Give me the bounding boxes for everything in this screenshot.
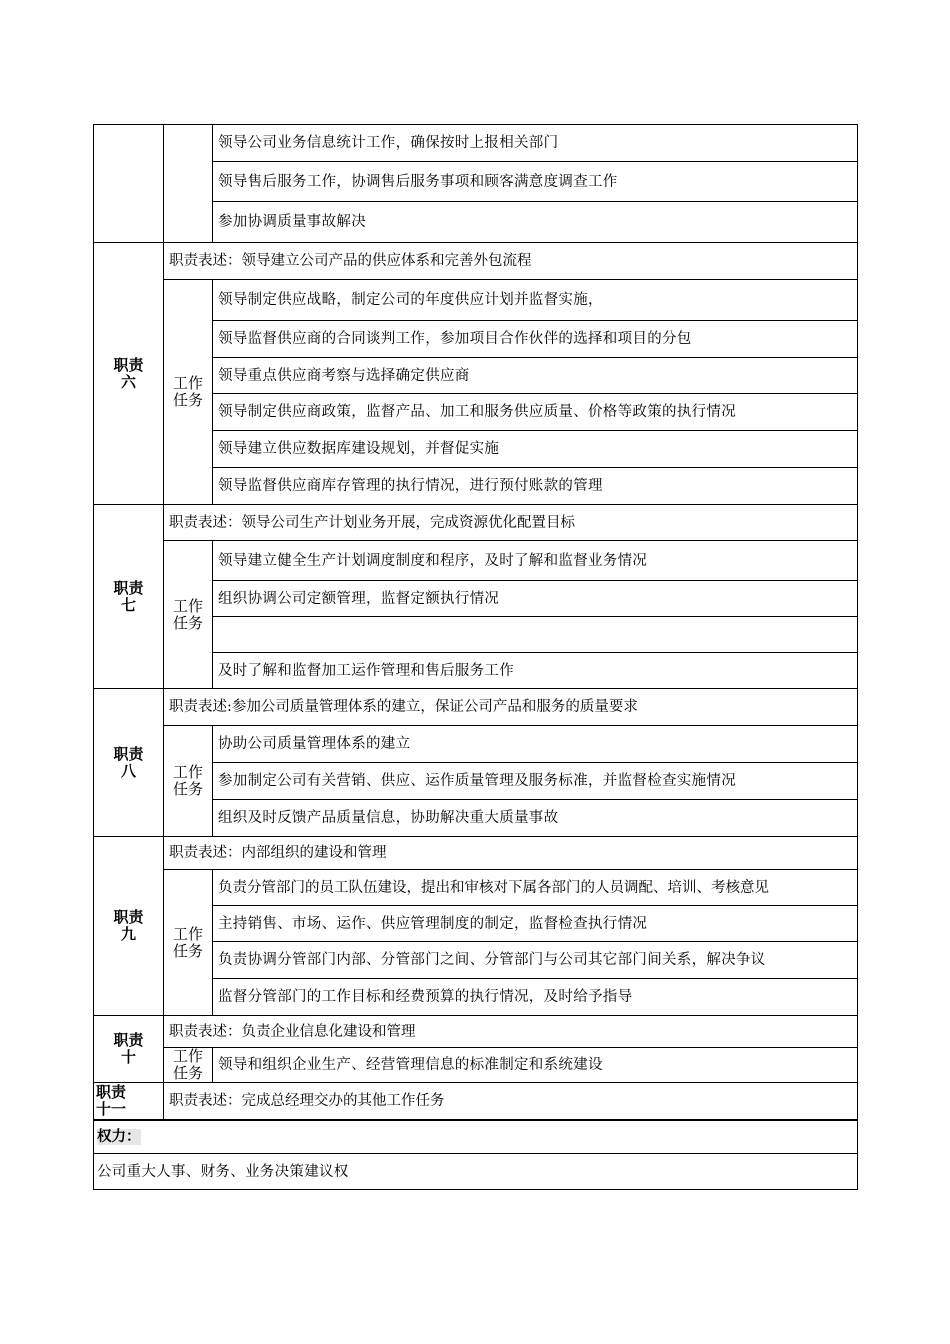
task-item: 领导售后服务工作，协调售后服务事项和顾客满意度调查工作 (213, 162, 858, 202)
task-item: 负责协调分管部门内部、分管部门之间、分管部门与公司其它部门间关系，解决争议 (213, 942, 858, 979)
work-task-label: 工作 任务 (164, 541, 213, 689)
task-item: 参加协调质量事故解决 (213, 202, 858, 243)
task-item: 领导建立健全生产计划调度制度和程序，及时了解和监督业务情况 (213, 541, 858, 581)
task-item: 参加制定公司有关营销、供应、运作质量管理及服务标准，并监督检查实施情况 (213, 763, 858, 800)
task-item: 领导建立供应数据库建设规划，并督促实施 (213, 431, 858, 468)
task-item: 领导制定供应战略，制定公司的年度供应计划并监督实施， (213, 280, 858, 321)
duty-description: 职责表述:参加公司质量管理体系的建立，保证公司产品和服务的质量要求 (164, 689, 858, 726)
task-item: 协助公司质量管理体系的建立 (213, 726, 858, 763)
task-item: 组织协调公司定额管理，监督定额执行情况 (213, 581, 858, 617)
work-task-label: 工作 任务 (164, 1048, 213, 1083)
continued-duty-label (94, 125, 164, 243)
task-item: 领导监督供应商库存管理的执行情况，进行预付账款的管理 (213, 468, 858, 505)
task-item: 领导监督供应商的合同谈判工作，参加项目合作伙伴的选择和项目的分包 (213, 321, 858, 358)
duty-label: 职责 七 (94, 505, 164, 689)
task-item: 领导重点供应商考察与选择确定供应商 (213, 358, 858, 394)
powers-heading: 权力： (94, 1120, 858, 1154)
task-item: 领导和组织企业生产、经营管理信息的标准制定和系统建设 (213, 1048, 858, 1083)
duty-description: 职责表述：负责企业信息化建设和管理 (164, 1016, 858, 1048)
duty-description: 职责表述：领导建立公司产品的供应体系和完善外包流程 (164, 243, 858, 280)
continued-subheader (164, 125, 213, 243)
work-task-label: 工作 任务 (164, 870, 213, 1016)
duty-document (93, 124, 858, 1190)
duty-description: 职责表述：领导公司生产计划业务开展，完成资源优化配置目标 (164, 505, 858, 541)
duty-label: 职责 八 (94, 689, 164, 837)
work-task-label: 工作 任务 (164, 726, 213, 837)
duty-label: 职责 九 (94, 837, 164, 1016)
task-item: 主持销售、市场、运作、供应管理制度的制定，监督检查执行情况 (213, 906, 858, 942)
work-task-label: 工作 任务 (164, 280, 213, 505)
responsibility-table (93, 124, 858, 1190)
task-item: 领导公司业务信息统计工作，确保按时上报相关部门 (213, 125, 858, 162)
task-item: 监督分管部门的工作目标和经费预算的执行情况，及时给予指导 (213, 979, 858, 1016)
task-item: 负责分管部门的员工队伍建设，提出和审核对下属各部门的人员调配、培训、考核意见 (213, 870, 858, 906)
duty-label: 职责 十 (94, 1016, 164, 1083)
duty-label: 职责 六 (94, 243, 164, 505)
task-item: 及时了解和监督加工运作管理和售后服务工作 (213, 653, 858, 689)
task-item: 组织及时反馈产品质量信息，协助解决重大质量事故 (213, 800, 858, 837)
task-item: 领导制定供应商政策，监督产品、加工和服务供应质量、价格等政策的执行情况 (213, 394, 858, 431)
power-item: 公司重大人事、财务、业务决策建议权 (94, 1154, 858, 1190)
duty-description: 职责表述：完成总经理交办的其他工作任务 (164, 1083, 858, 1120)
duty-description: 职责表述：内部组织的建设和管理 (164, 837, 858, 870)
duty-label: 职责 十一 (94, 1083, 164, 1120)
task-item (213, 617, 858, 653)
